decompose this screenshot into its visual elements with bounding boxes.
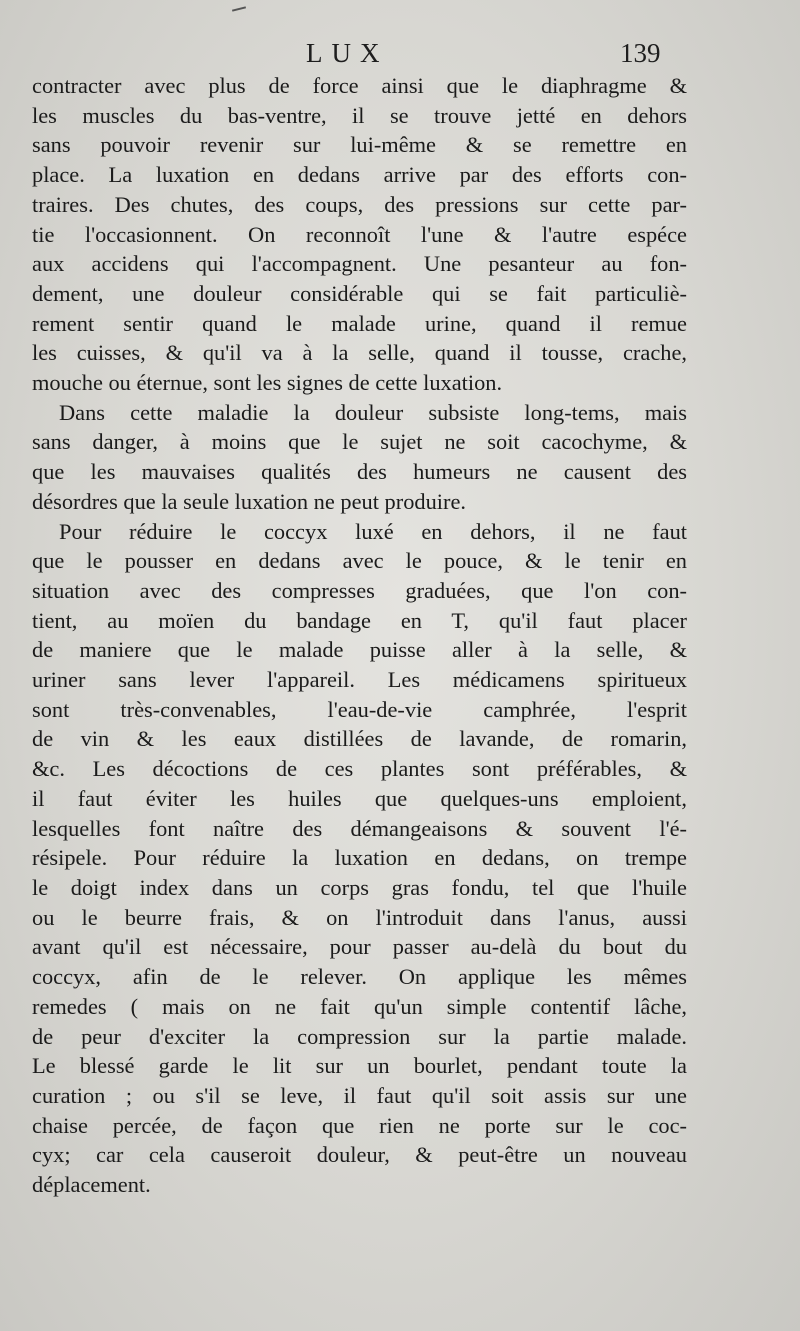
text-line: coccyx, afin de le relever. On applique les mêmes <box>32 964 687 990</box>
text-line: tie l'occasionnent. On reconnoît l'une & l'autre espéce <box>32 221 687 247</box>
paragraph <box>32 71 687 398</box>
text-line: sans pouvoir revenir sur lui-même & se remettre en <box>32 132 687 158</box>
text-line: de maniere que le malade puisse aller à la selle, & <box>32 637 687 663</box>
paragraph <box>32 398 687 517</box>
text-line: Pour réduire le coccyx luxé en dehors, il ne faut <box>59 518 687 544</box>
text-line: aux accidens qui l'accompagnent. Une pesanteur au fon- <box>32 251 687 277</box>
text-line: dement, une douleur considérable qui se fait particuliè- <box>32 280 687 306</box>
text-line: tient, au moïen du bandage en T, qu'il faut placer <box>32 607 687 633</box>
text-line: situation avec des compresses graduées, que l'on con- <box>32 577 687 603</box>
text-line: chaise percée, de façon que rien ne porte sur le coc- <box>32 1112 687 1138</box>
text-line: sans danger, à moins que le sujet ne soit cacochyme, & <box>32 429 687 455</box>
paragraph <box>32 517 687 1200</box>
text-line: le doigt index dans un corps gras fondu, tel que l'huile <box>32 874 687 900</box>
text-line: déplacement. <box>32 1172 151 1198</box>
text-line: mouche ou éternue, sont les signes de cette luxation. <box>32 370 503 396</box>
text-line: ou le beurre frais, & on l'introduit dans l'anus, aussi <box>32 904 687 930</box>
text-line: uriner sans lever l'appareil. Les médicamens spiritueux <box>32 667 687 693</box>
text-line: Dans cette maladie la douleur subsiste long-tems, mais <box>59 399 687 425</box>
text-line: place. La luxation en dedans arrive par des efforts con- <box>32 162 687 188</box>
text-line: traires. Des chutes, des coups, des pressions sur cette par- <box>32 191 687 217</box>
text-line: résipele. Pour réduire la luxation en dedans, on trempe <box>32 845 687 871</box>
text-line: que les mauvaises qualités des humeurs ne causent des <box>32 459 687 485</box>
text-line: les cuisses, & qu'il va à la selle, quand il tousse, crache, <box>32 340 687 366</box>
page-header <box>0 38 800 70</box>
text-line: avant qu'il est nécessaire, pour passer au-delà du bout du <box>32 934 687 960</box>
body-text <box>32 71 687 1200</box>
text-line: lesquelles font naître des démangeaisons & souvent l'é- <box>32 815 687 841</box>
text-line: que le pousser en dedans avec le pouce, & le tenir en <box>32 548 687 574</box>
text-line: il faut éviter les huiles que quelques-uns emploient, <box>32 785 687 811</box>
text-line: cyx; car cela causeroit douleur, & peut-être un nouveau <box>32 1142 687 1168</box>
text-line: de vin & les eaux distillées de lavande, de romarin, <box>32 726 687 752</box>
text-line: remedes ( mais on ne fait qu'un simple contentif lâche, <box>32 993 687 1019</box>
text-line: désordres que la seule luxation ne peut produire. <box>32 488 466 514</box>
page-number: 139 <box>620 38 661 68</box>
text-line: curation ; ou s'il se leve, il faut qu'il soit assis sur une <box>32 1082 687 1108</box>
text-line: contracter avec plus de force ainsi que le diaphragme & <box>32 73 687 98</box>
text-line: les muscles du bas-ventre, il se trouve jetté en dehors <box>32 102 687 128</box>
text-line: sont très-convenables, l'eau-de-vie camphrée, l'esprit <box>32 696 687 722</box>
text-line: &c. Les décoctions de ces plantes sont préférables, & <box>32 756 687 782</box>
text-line: rement sentir quand le malade urine, quand il remue <box>32 310 687 336</box>
running-head: LUX <box>306 38 389 68</box>
text-line: de peur d'exciter la compression sur la partie malade. <box>32 1023 687 1049</box>
ink-mark <box>232 6 246 11</box>
text-line: Le blessé garde le lit sur un bourlet, pendant toute la <box>32 1053 687 1079</box>
